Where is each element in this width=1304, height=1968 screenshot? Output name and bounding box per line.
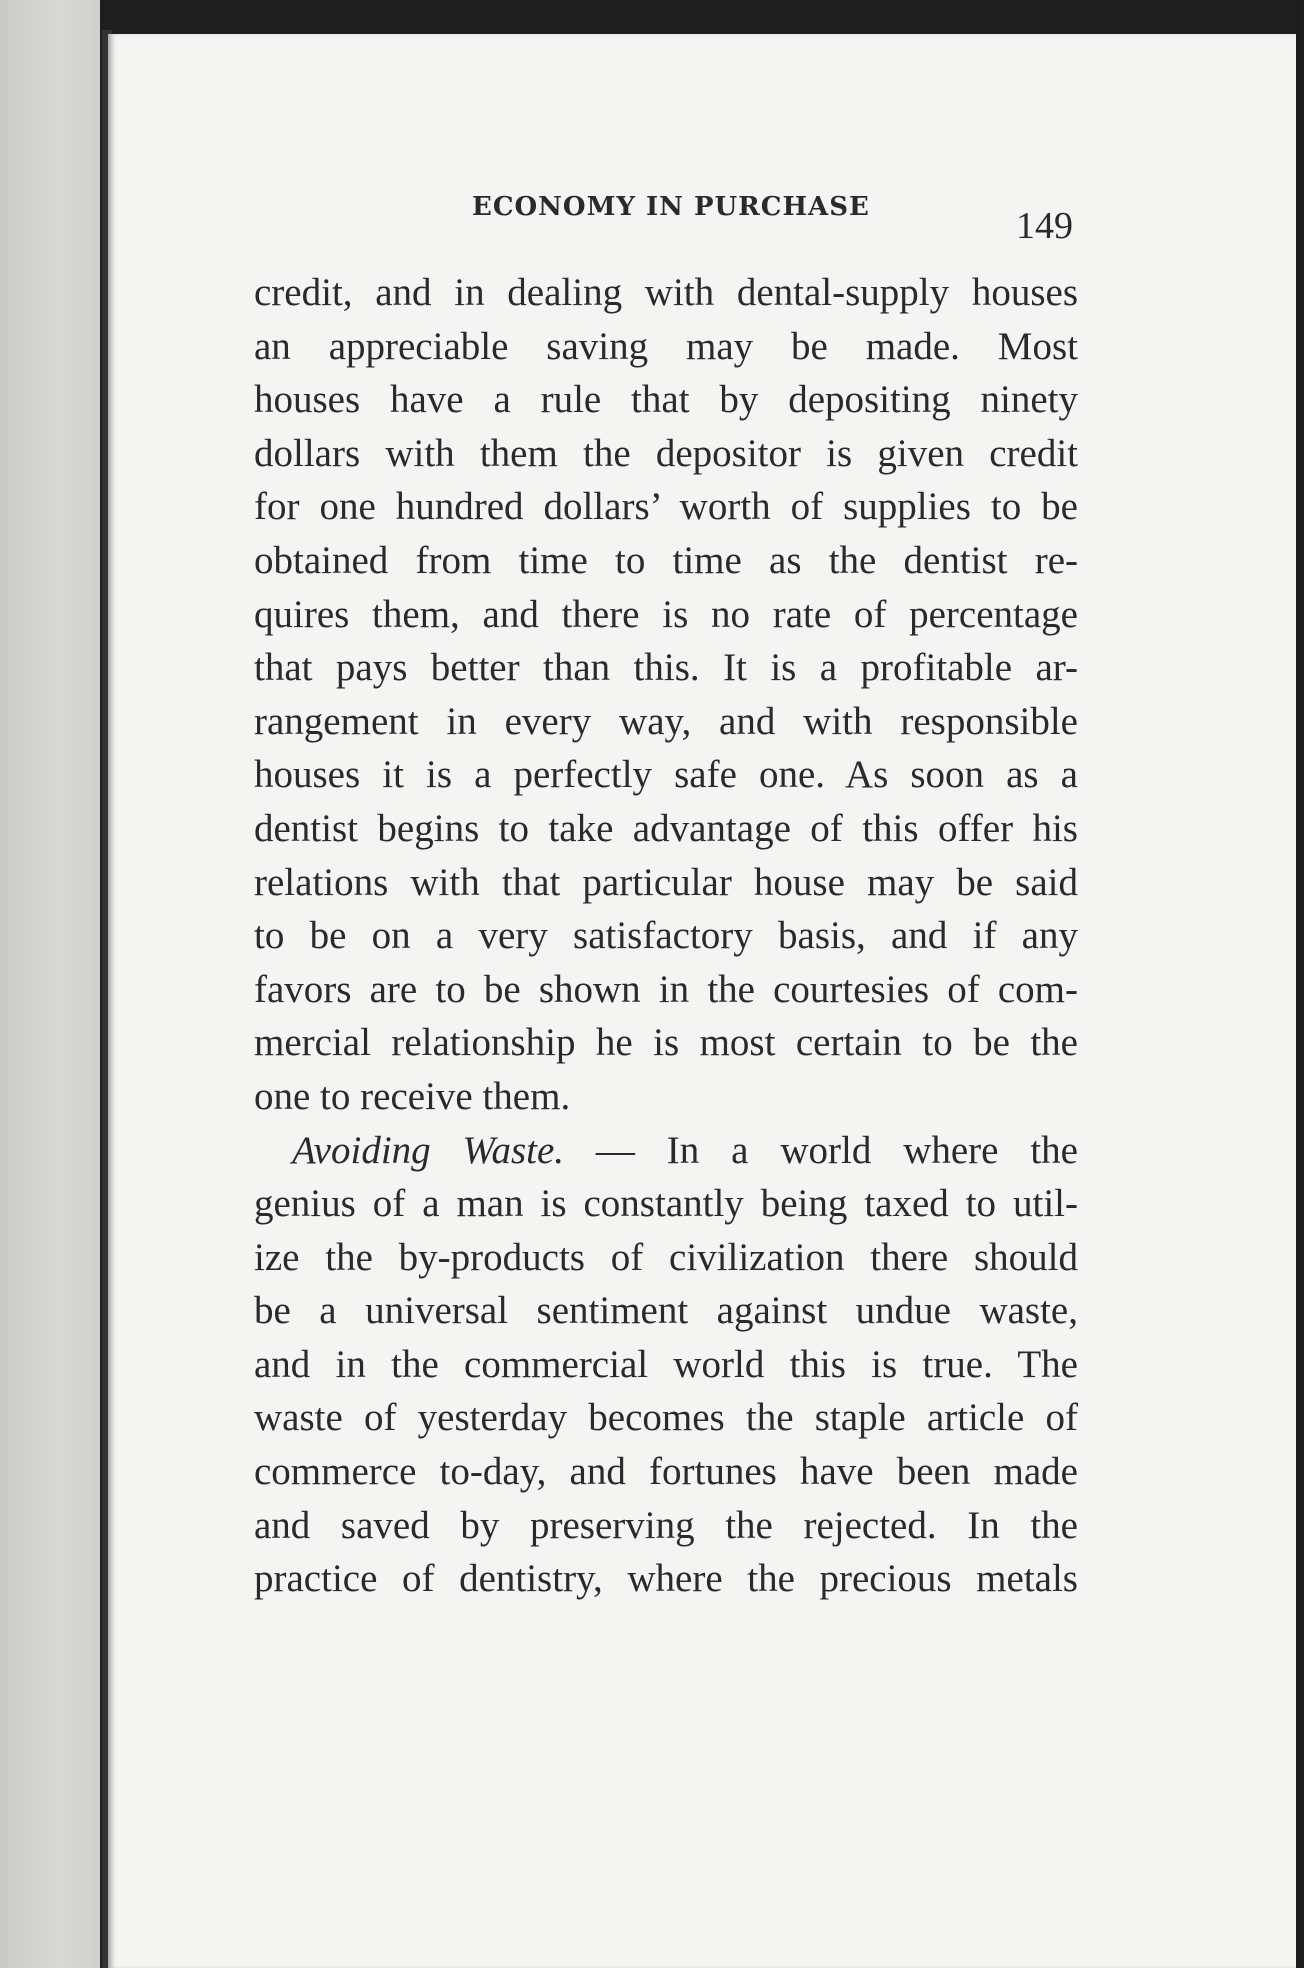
section-first-line-text: — In a world where the [564, 1128, 1078, 1172]
text-line: one to receive them. [254, 1074, 571, 1118]
running-head: ECONOMY IN PURCHASE [472, 192, 870, 222]
text-line: and in the commercial world this is true. The [254, 1342, 1078, 1386]
text-line: favors are to be shown in the courtesies of com- [254, 967, 1078, 1011]
text-line: houses have a rule that by depositing ninety [254, 378, 1078, 422]
body-text [254, 266, 1078, 1606]
text-line: quires them, and there is no rate of percentage [254, 592, 1078, 636]
text-line: dollars with them the depositor is given credit [254, 431, 1078, 475]
text-line: commerce to-day, and fortunes have been made [254, 1450, 1078, 1494]
previous-page-edge [0, 0, 100, 1968]
text-line: be a universal sentiment against undue waste, [254, 1289, 1078, 1333]
text-line: an appreciable saving may be made. Most [254, 324, 1078, 368]
text-line: obtained from time to time as the dentist re- [254, 538, 1078, 582]
text-line: credit, and in dealing with dental-supply houses [254, 271, 1078, 314]
text-line: dentist begins to take advantage of this offer his [254, 806, 1078, 850]
scan-border [1296, 0, 1304, 1968]
text-line: for one hundred dollars’ worth of supplies to be [254, 485, 1078, 529]
text-line: practice of dentistry, where the precious metals [254, 1557, 1078, 1601]
text-line: houses it is a perfectly safe one. As soon as a [254, 753, 1078, 797]
section-title: Avoiding Waste. [292, 1128, 565, 1172]
text-line: mercial relationship he is most certain to be the [254, 1021, 1078, 1065]
text-line: that pays better than this. It is a profitable ar- [254, 646, 1078, 690]
page-number: 149 [1016, 205, 1073, 247]
text-line: to be on a very satisfactory basis, and if any [254, 914, 1078, 958]
text-line: relations with that particular house may be said [254, 860, 1078, 904]
text-line: genius of a man is constantly being taxed to util- [254, 1182, 1078, 1226]
text-line: waste of yesterday becomes the staple article of [254, 1396, 1078, 1440]
text-line: ize the by-products of civilization there should [254, 1235, 1078, 1279]
text-line: rangement in every way, and with responsible [254, 699, 1078, 743]
text-line: and saved by preserving the rejected. In the [254, 1503, 1078, 1547]
section-first-line [254, 1124, 1078, 1178]
